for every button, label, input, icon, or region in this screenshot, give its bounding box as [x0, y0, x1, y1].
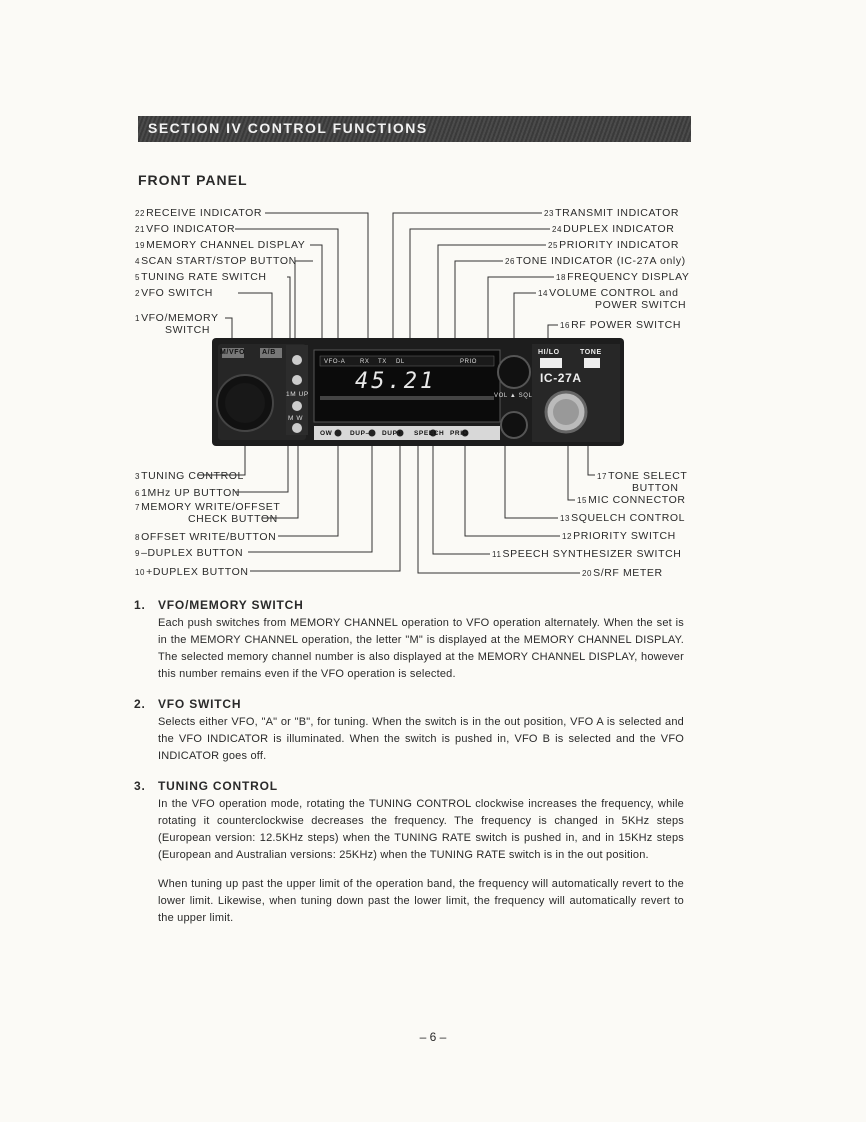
callout-1mhz-up-button: 61MHz UP BUTTON — [135, 487, 241, 499]
callout-mic-connector: 15MIC CONNECTOR — [577, 494, 686, 506]
callout-s-rf-meter: 20S/RF METER — [582, 567, 663, 579]
callout-plus-duplex-button: 10+DUPLEX BUTTON — [135, 566, 249, 578]
callout-tuning-rate-switch: 5TUNING RATE SWITCH — [135, 271, 267, 283]
callout-tone-select-line2: BUTTON — [632, 482, 679, 494]
callout-vfo-switch: 2VFO SWITCH — [135, 287, 213, 299]
btn-ab: A/B — [262, 349, 276, 356]
ind-prio: PRIO — [460, 359, 478, 365]
section-title: 3. TUNING CONTROL — [134, 779, 278, 793]
callout-frequency-display: 18FREQUENCY DISPLAY — [556, 271, 690, 283]
page-number: – 6 – — [419, 1030, 447, 1044]
section-paragraph: When tuning up past the upper limit of the operation band, the frequency will automatically revert to the lower limit. Likewise, when tuning down past the lower limit, the frequency will automatically revert to the upper limit. — [158, 878, 684, 924]
model-name: IC-27A — [540, 371, 582, 385]
callout-vfo-memory-switch-line2: SWITCH — [165, 324, 211, 336]
btn-hilo: HI/LO — [538, 349, 560, 356]
callout-offset-write-button: 8OFFSET WRITE/BUTTON — [135, 531, 277, 543]
frequency-display: 45.21 — [355, 369, 437, 394]
control-function-sections — [134, 598, 684, 941]
bottom-btn-dup-plus: DUP+ — [382, 430, 402, 437]
callout-priority-indicator: 25PRIORITY INDICATOR — [548, 239, 680, 251]
callout-vfo-memory-switch: 1VFO/MEMORY — [135, 312, 219, 324]
callout-vfo-indicator: 21VFO INDICATOR — [135, 223, 236, 235]
callout-tone-select: 17TONE SELECT — [597, 470, 688, 482]
callout-squelch-control: 13SQUELCH CONTROL — [560, 512, 686, 524]
ind-rx: RX — [360, 359, 370, 365]
bottom-btn-dup-minus: DUP– — [350, 430, 370, 437]
section-vfo-memory-switch — [134, 598, 684, 683]
callout-volume-control-line2: POWER SWITCH — [595, 299, 687, 311]
bottom-btn-ow: OW — [320, 430, 333, 437]
bottom-btn-speech: SPEECH — [414, 430, 445, 437]
section-paragraph: In the VFO operation mode, rotating the TUNING CONTROL clockwise increases the frequency, while rotating it counterclockwise decreases the frequency. The frequency is changed in 5KHz steps (European version: 12.5KHz steps) when the TUNING RATE switch is pushed in, and in 15KHz steps (European and Australian versions: 25KHz) when the TUNING RATE switch is in the out position. — [158, 798, 684, 861]
section-vfo-switch — [134, 697, 684, 765]
callout-tuning-control: 3TUNING CONTROL — [135, 470, 244, 482]
front-panel-diagram — [110, 200, 710, 590]
callout-priority-switch: 12PRIORITY SWITCH — [562, 530, 676, 542]
btn-tone: TONE — [580, 349, 602, 356]
btn-vfo-memory: M/VFO — [220, 349, 246, 356]
section-banner — [138, 116, 691, 142]
callout-speech-synth-switch: 11SPEECH SYNTHESIZER SWITCH — [492, 548, 682, 560]
callout-duplex-indicator: 24DUPLEX INDICATOR — [552, 223, 675, 235]
section-paragraph: Selects either VFO, "A" or "B", for tuning. When the switch is in the out position, VFO A is selected and the VFO INDICATOR is illuminated. When the switch is pushed in, VFO B is selected and the VFO INDICATOR goes off. — [158, 716, 684, 762]
section-paragraph: Each push switches from MEMORY CHANNEL operation to VFO operation alternately. When the set is in the MEMORY CHANNEL operation, the letter "M" is displayed at the MEMORY CHANNEL DISPLAY. The selected memory channel number is also displayed at the MEMORY CHANNEL DISPLAY, however this number remains even if the VFO operation is selected. — [158, 617, 684, 680]
bottom-btn-prio: PRIO — [450, 430, 469, 437]
callout-receive-indicator: 22RECEIVE INDICATOR — [135, 207, 263, 219]
callout-tone-indicator: 26TONE INDICATOR (IC-27A only) — [505, 255, 686, 267]
callout-memory-write-offset: 7MEMORY WRITE/OFFSET — [135, 501, 281, 513]
section-banner-text: SECTION IV CONTROL FUNCTIONS — [148, 120, 428, 136]
ind-tx: TX — [378, 359, 387, 365]
section-title: 2. VFO SWITCH — [134, 697, 242, 711]
btn-1m-up: 1M UP — [286, 391, 309, 398]
callout-scan-start-stop: 4SCAN START/STOP BUTTON — [135, 255, 297, 267]
callout-volume-control: 14VOLUME CONTROL and — [538, 287, 679, 299]
ind-vfo-a: VFO-A — [324, 359, 346, 365]
vol-sql-label: VOL ▲ SQL — [494, 393, 533, 399]
callout-transmit-indicator: 23TRANSMIT INDICATOR — [544, 207, 680, 219]
callout-rf-power-switch: 16RF POWER SWITCH — [560, 319, 682, 331]
btn-mw: M W — [288, 415, 304, 422]
section-tuning-control — [134, 779, 684, 927]
callout-memory-write-offset-line2: CHECK BUTTON — [188, 513, 278, 525]
section-title: 1. VFO/MEMORY SWITCH — [134, 598, 304, 612]
front-panel-heading: FRONT PANEL — [138, 172, 248, 188]
ind-dl: DL — [396, 359, 405, 365]
callout-memory-channel-display: 19MEMORY CHANNEL DISPLAY — [135, 239, 306, 251]
callout-minus-duplex-button: 9–DUPLEX BUTTON — [135, 547, 244, 559]
